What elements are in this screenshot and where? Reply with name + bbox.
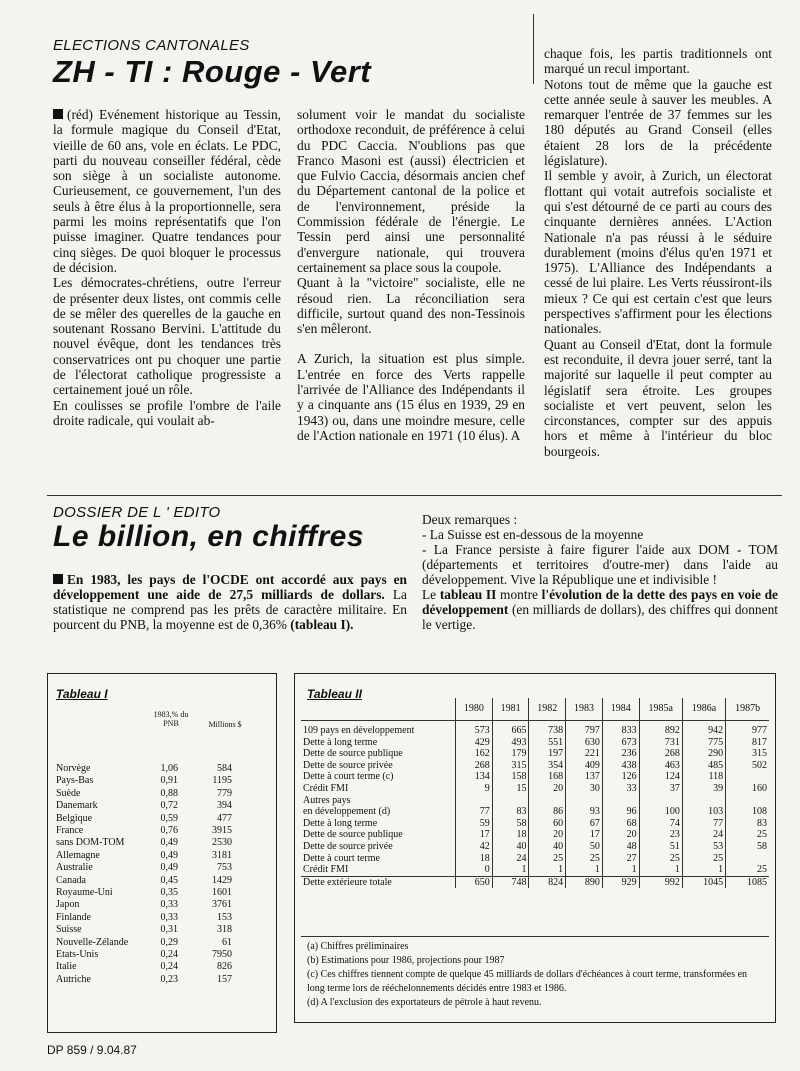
table2-row xyxy=(301,841,769,853)
table1-pnb: 0,72 xyxy=(160,800,178,812)
table2-cell: 197 xyxy=(529,748,566,760)
table1-country: Australie xyxy=(56,862,93,874)
table2-row xyxy=(301,829,769,841)
table2-row xyxy=(301,864,769,876)
table2-cell: 992 xyxy=(639,876,682,888)
table2-cell: 59 xyxy=(456,818,493,830)
table2-cell: 96 xyxy=(602,806,639,818)
table2-cell: 630 xyxy=(566,737,603,749)
table2-cell: 86 xyxy=(529,806,566,818)
remarks-tableau2: Le tableau II montre l'évolution de la dette des pays en voie de développement (en milliards de dollars), des chiffres qui donnent le vertige. xyxy=(422,587,779,632)
table2-cell: 221 xyxy=(566,748,603,760)
table1-millions: 61 xyxy=(222,936,232,948)
table2-cell: 27 xyxy=(602,853,639,865)
article1-col1-p1: (réd) Evénement historique au Tessin, la formule magique du Conseil d'Etat, vieille de 60 ans, vole en éclats. Le PDC, parti du nouveau conseiller fédéral, cède son siège à un socialiste autonome. Curieusement, ce gouvernement, l'un des seuls à être élus à la proportionnelle, sera parmi les moins représentatifs que l'on puisse imaginer. Quatre tendances pour cinq sièges. De quoi bloquer le processus de décision. xyxy=(53,107,281,275)
table1-row xyxy=(56,887,266,899)
table2-cell: 315 xyxy=(492,760,529,772)
table2-cell: 17 xyxy=(456,829,493,841)
table1-millions: 153 xyxy=(217,911,232,923)
table1 xyxy=(47,673,277,1033)
table1-pnb: 0,88 xyxy=(160,787,178,799)
footer-issue: DP 859 / 9.04.87 xyxy=(47,1043,137,1057)
table1-pnb: 0,24 xyxy=(160,961,178,973)
table2-note-b: (b) Estimations pour 1986, projections pour 1987 xyxy=(307,955,505,966)
table2-row-label: Dette à long terme xyxy=(303,817,378,829)
table2-notes xyxy=(307,940,763,1010)
table2-year-header: 1987b xyxy=(726,698,769,721)
table2-note-d: (d) A l'exclusion des exportateurs de pétrole à haut revenu. xyxy=(307,997,542,1008)
table2-cell: 551 xyxy=(529,737,566,749)
table1-row xyxy=(56,912,266,924)
table2-cell: 24 xyxy=(682,829,725,841)
table2-cell: 137 xyxy=(566,771,603,783)
table2-cell: 977 xyxy=(726,721,769,737)
table2-cell: 25 xyxy=(726,864,769,876)
table2-row-label: Dette à court terme xyxy=(303,852,380,864)
table2-row xyxy=(301,737,769,749)
table2-cell: 68 xyxy=(602,818,639,830)
table2-cell: 30 xyxy=(566,783,603,795)
table2-cell: 18 xyxy=(456,853,493,865)
table2-note-a: (a) Chiffres préliminaires xyxy=(307,941,409,952)
table1-row xyxy=(56,788,266,800)
table1-row xyxy=(56,837,266,849)
table2-year-header: 1981 xyxy=(492,698,529,721)
table1-pnb: 0,33 xyxy=(160,911,178,923)
table2-cell: 354 xyxy=(529,760,566,772)
table2-cell: 942 xyxy=(682,721,725,737)
table2-cell: 162 xyxy=(456,748,493,760)
table2-cell: 1 xyxy=(639,864,682,876)
table1-pnb: 0,23 xyxy=(160,973,178,985)
table2-header-row xyxy=(301,698,769,721)
table1-title: Tableau I xyxy=(56,687,108,701)
table1-country: Allemagne xyxy=(56,849,100,861)
table2-cell: 51 xyxy=(639,841,682,853)
table2-cell: 673 xyxy=(602,737,639,749)
table1-pnb: 0,45 xyxy=(160,874,178,886)
bullet-square-icon xyxy=(53,109,63,119)
table2-cell: 17 xyxy=(566,829,603,841)
table2-year-header: 1980 xyxy=(456,698,493,721)
table1-pnb: 0,49 xyxy=(160,862,178,874)
table1-country: Norvège xyxy=(56,763,91,774)
table2-cell: 315 xyxy=(726,748,769,760)
table2-cell: 15 xyxy=(492,783,529,795)
table1-millions: 1429 xyxy=(212,874,232,886)
table1-millions: 3761 xyxy=(212,899,232,911)
table2-note-c: (c) Ces chiffres tiennent compte de quelque 45 milliards de dollars d'échéances à court terme, transformées en long terme lors de rééchelonnements décidés entre 1983 et 1986. xyxy=(307,969,748,994)
table2-row xyxy=(301,876,769,888)
article1-col2-p1: solument voir le mandat du socialiste orthodoxe reconduit, de préférence à celui du PDC Caccia. N'oublions pas que Franco Masoni est (aussi) électricien et que Fulvio Caccia, désormais ancien chef du Département cantonal de la police et de l'environnement, préside la Commission fédérale de l'énergie. Le Tessin perd ainsi une personnalité d'envergure nationale, qui trouvera certainement sa place sous la coupole. xyxy=(297,107,525,275)
table1-millions: 3915 xyxy=(212,825,232,836)
table2-year-header: 1984 xyxy=(602,698,639,721)
article1-column-3 xyxy=(544,46,772,459)
table2-cell: 39 xyxy=(682,783,725,795)
table2-cell xyxy=(566,795,603,807)
table2-cell: 60 xyxy=(529,818,566,830)
table2-cell: 1 xyxy=(529,864,566,876)
table2-cell: 268 xyxy=(639,748,682,760)
table2-cell: 126 xyxy=(602,771,639,783)
table1-country: Danemark xyxy=(56,800,98,812)
table2-header-blank xyxy=(301,698,456,721)
table2-cell: 493 xyxy=(492,737,529,749)
table1-pnb: 0,24 xyxy=(160,949,178,960)
table1-country: Japon xyxy=(56,899,80,911)
table1-country: Royaume-Uni xyxy=(56,887,113,898)
table2-cell: 40 xyxy=(529,841,566,853)
table1-row xyxy=(56,899,266,911)
table2-cell: 83 xyxy=(726,818,769,830)
table1-country: Etats-Unis xyxy=(56,949,99,960)
table2-cell: 20 xyxy=(602,829,639,841)
table2 xyxy=(294,673,776,1023)
table2-cell: 236 xyxy=(602,748,639,760)
table2-cell: 53 xyxy=(682,841,725,853)
table1-row xyxy=(56,949,266,961)
table2-cell: 42 xyxy=(456,841,493,853)
table2-row-label: 109 pays en développement xyxy=(303,725,415,736)
table2-cell: 67 xyxy=(566,818,603,830)
table1-country: Belgique xyxy=(56,812,93,824)
table1-row xyxy=(56,813,266,825)
table1-country: Canada xyxy=(56,874,86,886)
table2-cell: 23 xyxy=(639,829,682,841)
section-divider xyxy=(47,495,782,496)
table2-year-header: 1982 xyxy=(529,698,566,721)
table2-cell: 797 xyxy=(566,721,603,737)
table1-pnb: 0,29 xyxy=(160,936,178,948)
table1-millions: 394 xyxy=(217,800,232,812)
table2-cell: 74 xyxy=(639,818,682,830)
table2-cell xyxy=(682,795,725,807)
table2-row xyxy=(301,760,769,772)
table1-row xyxy=(56,961,266,973)
table2-cell: 290 xyxy=(682,748,725,760)
table2-cell: 20 xyxy=(529,829,566,841)
table1-millions: 584 xyxy=(217,763,232,774)
table2-cell: 824 xyxy=(529,876,566,888)
table2-row xyxy=(301,721,769,737)
table1-country: Nouvelle-Zélande xyxy=(56,936,129,948)
table2-cell: 58 xyxy=(726,841,769,853)
table2-cell: 833 xyxy=(602,721,639,737)
article1-col1-p2: Les démocrates-chrétiens, outre l'erreur de présenter deux listes, ont commis celle de se mêler des querelles de la gauche en soutenant Rossano Bervini. L'attitude du nouvel évêque, dont les tendances très conservatrices ont pu choquer une partie de l'électorat catholique progressiste a certainement joué un rôle. xyxy=(53,275,281,398)
table2-cell: 738 xyxy=(529,721,566,737)
table2-cell: 731 xyxy=(639,737,682,749)
table2-row-label: Crédit FMI xyxy=(303,864,349,876)
table1-millions: 1195 xyxy=(212,775,232,787)
table1-country: Finlande xyxy=(56,911,91,923)
table1-pnb: 0,59 xyxy=(160,812,178,824)
table2-cell: 25 xyxy=(529,853,566,865)
table2-cell xyxy=(639,795,682,807)
table2-row xyxy=(301,748,769,760)
table2-cell: 502 xyxy=(726,760,769,772)
table2-cell: 48 xyxy=(602,841,639,853)
table2-cell: 817 xyxy=(726,737,769,749)
table1-pnb: 0,33 xyxy=(160,899,178,911)
table1-col-mio: Millions $ xyxy=(208,720,242,729)
table1-row xyxy=(56,763,266,775)
table1-country: Suisse xyxy=(56,924,82,936)
remarks-intro: Deux remarques : xyxy=(422,512,518,527)
table2-cell: 24 xyxy=(492,853,529,865)
table2-cell: 485 xyxy=(682,760,725,772)
table2-row-label: Dette à court terme (c) xyxy=(303,771,394,783)
table2-row-label: Dette de source publique xyxy=(303,829,403,841)
table2-cell: 0 xyxy=(456,864,493,876)
article1-kicker: ELECTIONS CANTONALES xyxy=(53,37,250,54)
table1-row xyxy=(56,875,266,887)
table2-cell: 25 xyxy=(726,829,769,841)
table1-col-pnb: 1983,% du PNB xyxy=(153,710,189,728)
table2-cell: 18 xyxy=(492,829,529,841)
table2-row xyxy=(301,795,769,807)
table1-pnb: 1,06 xyxy=(160,763,178,774)
table1-row xyxy=(56,974,266,986)
table2-row-label: Autres pays xyxy=(303,794,351,806)
table2-cell: 20 xyxy=(529,783,566,795)
table1-row xyxy=(56,862,266,874)
table1-millions: 157 xyxy=(217,973,232,985)
table1-row xyxy=(56,924,266,936)
table1-millions: 779 xyxy=(217,787,232,799)
table2-cell: 40 xyxy=(492,841,529,853)
table1-row xyxy=(56,850,266,862)
table2-row-label: en développement (d) xyxy=(303,806,391,818)
table2-cell: 890 xyxy=(566,876,603,888)
table2-cell: 1 xyxy=(492,864,529,876)
article1-col1-p3: En coulisses se profile l'ombre de l'aile droite radicale, qui voulait ab- xyxy=(53,397,281,428)
table2-cell: 58 xyxy=(492,818,529,830)
table2-cell: 25 xyxy=(682,853,725,865)
table2-cell: 160 xyxy=(726,783,769,795)
table1-row xyxy=(56,775,266,787)
table2-cell: 463 xyxy=(639,760,682,772)
column-divider xyxy=(533,14,534,84)
table1-row xyxy=(56,937,266,949)
table1-row xyxy=(56,825,266,837)
table1-country: sans DOM-TOM xyxy=(56,837,125,849)
article1-headline: ZH - TI : Rouge - Vert xyxy=(53,54,372,89)
table2-cell: 77 xyxy=(456,806,493,818)
table1-millions: 7950 xyxy=(212,949,232,960)
table1-millions: 2530 xyxy=(212,837,232,849)
table2-cell: 1 xyxy=(602,864,639,876)
table2-cell: 93 xyxy=(566,806,603,818)
table2-cell: 25 xyxy=(639,853,682,865)
table2-cell: 748 xyxy=(492,876,529,888)
table2-cell: 892 xyxy=(639,721,682,737)
table1-pnb: 0,49 xyxy=(160,849,178,861)
table2-row-label: Dette de source privée xyxy=(303,759,393,771)
table1-millions: 3181 xyxy=(212,849,232,861)
table2-cell: 134 xyxy=(456,771,493,783)
table1-country: Italie xyxy=(56,961,77,973)
table2-cell: 100 xyxy=(639,806,682,818)
table2-cell: 77 xyxy=(682,818,725,830)
table2-cell: 158 xyxy=(492,771,529,783)
table2-cell: 665 xyxy=(492,721,529,737)
table1-pnb: 0,76 xyxy=(160,825,178,836)
table2-cell: 37 xyxy=(639,783,682,795)
table2-cell: 929 xyxy=(602,876,639,888)
table2-cell: 775 xyxy=(682,737,725,749)
article1-col3-p4: Quant au Conseil d'Etat, dont la formule est reconduite, il devra jouer serré, tant la majorité sur laquelle il peut compter au législatif sera étroite. Les groupes socialiste et vert peuvent, selon les circonstances, compter sur des appuis hors et même à l'intérieur du bloc bourgeois. xyxy=(544,336,772,459)
table2-cell: 83 xyxy=(492,806,529,818)
article1-column-1 xyxy=(53,107,281,428)
table1-pnb: 0,91 xyxy=(160,775,178,787)
table2-row xyxy=(301,771,769,783)
article1-column-2 xyxy=(297,107,525,443)
table2-cell: 124 xyxy=(639,771,682,783)
table2-cell xyxy=(602,795,639,807)
table2-cell: 50 xyxy=(566,841,603,853)
table1-country: France xyxy=(56,825,84,836)
article2-headline: Le billion, en chiffres xyxy=(53,520,365,553)
table2-cell: 1 xyxy=(566,864,603,876)
article2-lead: En 1983, les pays de l'OCDE ont accordé aux pays en développement une aide de 27,5 milliards de dollars. La statistique ne comprend pas les prêts de caractère militaire. En pourcent du PNB, la moyenne est de 0,36% (tableau I). xyxy=(53,572,407,632)
table2-row-label: Dette extérieure totale xyxy=(301,876,456,888)
table2-cell: 650 xyxy=(456,876,493,888)
article1-col3-p3: Il semble y avoir, à Zurich, un électorat flottant qui votait autrefois socialiste et qui s'est détourné de ce parti au cours des cinquante dernières années. L'Action Nationale n'a pas réussi à le séduire durablement (moins d'élus qu'en 1971 et 1975). L'Alliance des Indépendants a cessé de lui plaire. Les Verts réussiront-ils mieux ? Ce qui est certain c'est que leurs perspectives s'affirment pour les élections nationales. xyxy=(544,168,772,337)
table2-cell: 179 xyxy=(492,748,529,760)
table2-row xyxy=(301,783,769,795)
table1-country: Autriche xyxy=(56,973,91,985)
table2-row-label: Dette de source privée xyxy=(303,840,393,852)
table2-year-header: 1986a xyxy=(682,698,725,721)
table2-cell xyxy=(529,795,566,807)
table2-cell: 118 xyxy=(682,771,725,783)
table1-millions: 753 xyxy=(217,862,232,874)
table1-millions: 318 xyxy=(217,924,232,936)
table1-country: Suède xyxy=(56,787,81,799)
table2-year-header: 1983 xyxy=(566,698,603,721)
table1-millions: 826 xyxy=(217,961,232,973)
table2-cell: 429 xyxy=(456,737,493,749)
table2-cell: 268 xyxy=(456,760,493,772)
table2-cell: 168 xyxy=(529,771,566,783)
table1-row xyxy=(56,800,266,812)
table2-cell: 25 xyxy=(566,853,603,865)
article2-kicker: DOSSIER DE L ' EDITO xyxy=(53,504,221,521)
table2-row xyxy=(301,818,769,830)
table2-row-label: Dette à long terme xyxy=(303,736,378,748)
table2-cell xyxy=(726,771,769,783)
table1-pnb: 0,31 xyxy=(160,924,178,936)
article1-col2-p2: Quant à la "victoire" socialiste, elle ne résoud rien. La réconciliation sera difficile, surtout quand des non-Tessinois s'en mêleront. xyxy=(297,275,525,337)
table2-cell: 1 xyxy=(682,864,725,876)
table2-row xyxy=(301,806,769,818)
table2-cell xyxy=(492,795,529,807)
remark-2: - La France persiste à faire figurer l'aide aux DOM - TOM (départements et territoires d'outre-mer) dans l'aide au développement. Vive la République une et indivisible ! xyxy=(422,542,778,587)
article1-col2-p3: A Zurich, la situation est plus simple. L'entrée en force des Verts rappelle l'arrivée de l'Alliance des Indépendants il y a cinquante ans (15 élus en 1939, 29 en 1943) ou, dans une moindre mesure, celle de l'Action nationale en 1971 (10 élus). A xyxy=(297,351,525,443)
table2-cell: 108 xyxy=(726,806,769,818)
table2-grid xyxy=(301,698,769,888)
bullet-square-icon xyxy=(53,574,63,584)
table2-row xyxy=(301,853,769,865)
table1-millions: 477 xyxy=(217,812,232,824)
table1-country: Pays-Bas xyxy=(56,775,94,787)
table1-millions: 1601 xyxy=(212,887,232,898)
article1-col3-p1: chaque fois, les partis traditionnels ont marqué un recul important. xyxy=(544,46,772,77)
table2-cell: 9 xyxy=(456,783,493,795)
table2-cell: 103 xyxy=(682,806,725,818)
remark-1: - La Suisse est en-dessous de la moyenne xyxy=(422,527,644,542)
table2-cell xyxy=(456,795,493,807)
table2-cell: 33 xyxy=(602,783,639,795)
table2-cell: 573 xyxy=(456,721,493,737)
table2-cell: 438 xyxy=(602,760,639,772)
table2-cell: 1085 xyxy=(726,876,769,888)
table2-year-header: 1985a xyxy=(639,698,682,721)
article2-remarks xyxy=(422,512,778,632)
table2-cell xyxy=(726,853,769,865)
table2-row-label: Dette de source publique xyxy=(303,748,403,760)
article1-col3-p2: Notons tout de même que la gauche est cette année seule à sauver les meubles. A remarquer l'entrée de 37 femmes sur les 180 députés au Grand Conseil (elles étaient 28 lors de la précédente législature). xyxy=(544,76,772,169)
table1-pnb: 0,49 xyxy=(160,837,178,849)
table2-title: Tableau II xyxy=(307,687,362,701)
table2-cell: 1045 xyxy=(682,876,725,888)
table2-cell xyxy=(726,795,769,807)
table1-pnb: 0,35 xyxy=(160,887,178,898)
table2-notes-divider xyxy=(301,936,769,937)
table2-row-label: Crédit FMI xyxy=(303,782,349,794)
table2-cell: 409 xyxy=(566,760,603,772)
